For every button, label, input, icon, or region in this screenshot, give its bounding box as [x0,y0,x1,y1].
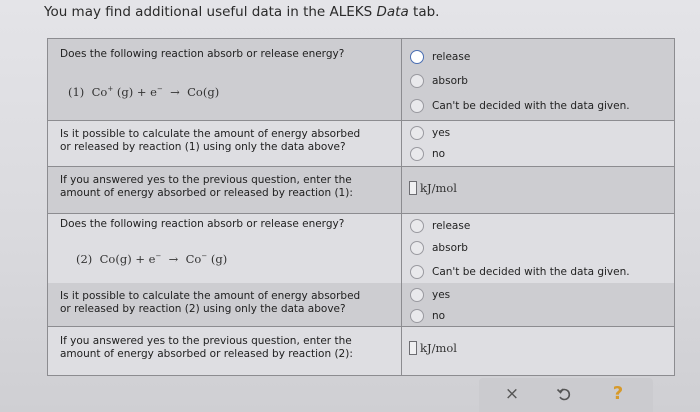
radio-icon[interactable] [410,126,424,140]
row-divider [48,213,674,214]
option-absorb-1[interactable]: absorb [410,74,468,88]
option-no-2[interactable]: no [410,309,445,323]
energy-answer-2[interactable] [409,341,457,355]
option-cannot-decide-2[interactable]: Can't be decided with the data given. [410,265,630,279]
help-icon: ? [612,383,624,404]
radio-icon[interactable] [410,309,424,323]
option-cannot-decide-1[interactable]: Can't be decided with the data given. [410,99,630,113]
clear-button[interactable] [501,383,523,405]
radio-icon[interactable] [410,74,424,88]
question-6-text: If you answered yes to the previous question, enter the amount of energy absorbed or released by reaction (2): [60,335,353,360]
close-icon: × [504,383,520,404]
question-5-text: Is it possible to calculate the amount of energy absorbed or released by reaction (2) using only the data above? [60,290,361,315]
column-divider [401,39,402,375]
radio-icon[interactable] [410,219,424,233]
option-no-1[interactable]: no [410,147,445,161]
arrow-icon: → [168,252,179,266]
option-yes-2[interactable]: yes [410,288,450,302]
arrow-icon: → [170,85,180,99]
radio-icon[interactable] [410,288,424,302]
radio-icon[interactable] [410,99,424,113]
data-tab-word: Data [376,4,409,20]
row-divider [48,166,674,167]
intro-text: You may find additional useful data in the ALEKS Data tab. [44,4,440,20]
question-3-text: If you answered yes to the previous question, enter the amount of energy absorbed or released by reaction (1): [60,174,353,199]
option-release-2[interactable]: release [410,219,470,233]
undo-icon [556,386,572,402]
radio-icon[interactable] [410,147,424,161]
reaction-2-equation: (2) Co(g) + e− → Co− (g) [76,252,228,266]
question-2-text: Is it possible to calculate the amount of energy absorbed or released by reaction (1) using only the data above? [60,128,361,153]
undo-button[interactable] [553,383,575,405]
option-release-1[interactable]: release [410,50,470,64]
question-4-text: Does the following reaction absorb or release energy? [60,218,345,230]
answer-toolbar [479,378,653,412]
option-yes-1[interactable]: yes [410,126,450,140]
question-1-text: Does the following reaction absorb or release energy? [60,48,345,60]
radio-icon[interactable] [410,265,424,279]
reaction-1-equation: (1) Co+ (g) + e− → Co(g) [68,85,220,99]
row-divider [48,120,674,121]
radio-icon[interactable] [410,241,424,255]
question-table [47,38,675,376]
answer-input-2[interactable] [409,341,417,355]
unit-label: kJ/mol [420,341,457,355]
unit-label: kJ/mol [420,181,457,195]
energy-answer-1[interactable] [409,181,457,195]
answer-input-1[interactable] [409,181,417,195]
row-divider [48,326,674,327]
help-button[interactable] [607,383,629,405]
option-absorb-2[interactable]: absorb [410,241,468,255]
radio-icon[interactable] [410,50,424,64]
